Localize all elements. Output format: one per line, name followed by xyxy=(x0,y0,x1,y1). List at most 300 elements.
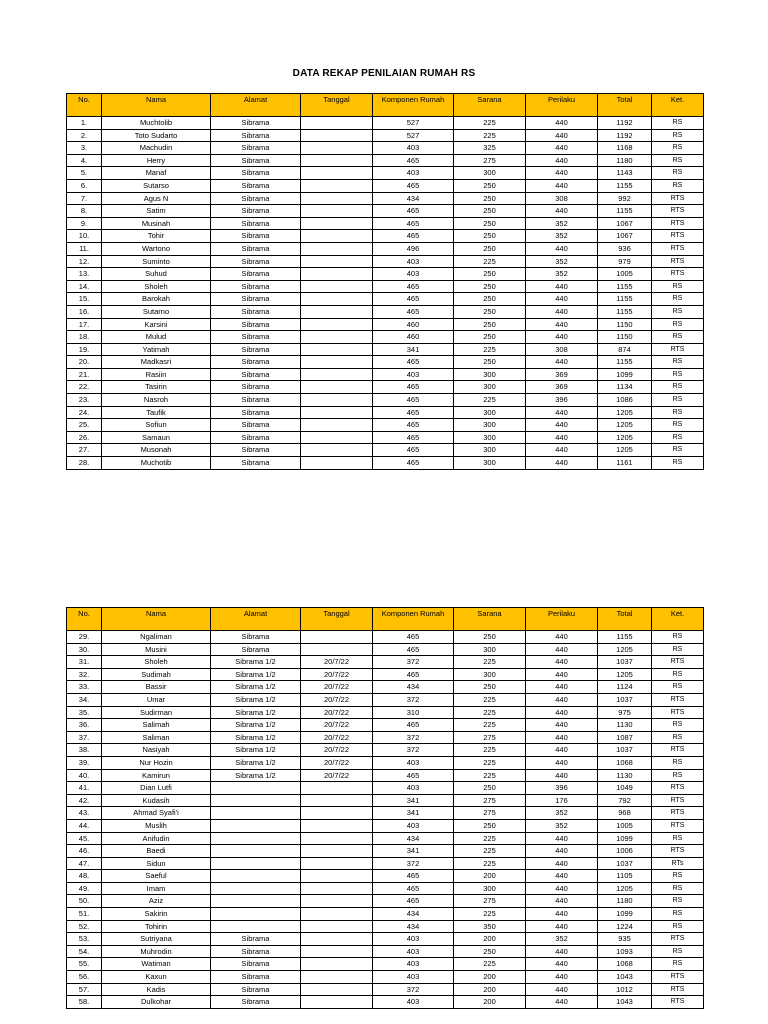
cell-komponen-rumah: 465 xyxy=(373,293,454,306)
cell-tanggal xyxy=(301,129,373,142)
cell-nama: Muchtolib xyxy=(102,117,211,130)
cell-alamat: Sibrama xyxy=(211,631,301,644)
cell-perilaku: 352 xyxy=(526,807,598,820)
cell-nama: Muchotib xyxy=(102,457,211,470)
cell-alamat: Sibrama xyxy=(211,996,301,1009)
cell-komponen-rumah: 465 xyxy=(373,631,454,644)
cell-total: 1180 xyxy=(598,895,652,908)
cell-alamat: Sibrama xyxy=(211,268,301,281)
cell-komponen-rumah: 403 xyxy=(373,142,454,155)
cell-perilaku: 440 xyxy=(526,179,598,192)
cell-perilaku: 352 xyxy=(526,230,598,243)
cell-komponen-rumah: 403 xyxy=(373,756,454,769)
cell-tanggal xyxy=(301,782,373,795)
cell-ket: RS xyxy=(652,832,704,845)
header-alamat: Alamat xyxy=(211,608,301,631)
cell-sarana: 275 xyxy=(454,807,526,820)
cell-komponen-rumah: 403 xyxy=(373,933,454,946)
cell-total: 1161 xyxy=(598,457,652,470)
cell-sarana: 275 xyxy=(454,794,526,807)
cell-no: 52. xyxy=(67,920,102,933)
cell-ket: RTS xyxy=(652,845,704,858)
header-nama: Nama xyxy=(102,608,211,631)
cell-total: 1205 xyxy=(598,431,652,444)
cell-tanggal: 20/7/22 xyxy=(301,744,373,757)
cell-nama: Aziz xyxy=(102,895,211,908)
table-body xyxy=(67,631,704,1009)
table-row xyxy=(67,996,704,1009)
cell-sarana: 275 xyxy=(454,895,526,908)
cell-komponen-rumah: 434 xyxy=(373,832,454,845)
cell-no: 21. xyxy=(67,368,102,381)
cell-nama: Machudin xyxy=(102,142,211,155)
cell-sarana: 250 xyxy=(454,280,526,293)
cell-ket: RTS xyxy=(652,230,704,243)
cell-no: 23. xyxy=(67,394,102,407)
cell-ket: RS xyxy=(652,431,704,444)
cell-perilaku: 440 xyxy=(526,958,598,971)
cell-ket: RS xyxy=(652,958,704,971)
cell-ket: RTS xyxy=(652,744,704,757)
table-row xyxy=(67,280,704,293)
cell-komponen-rumah: 341 xyxy=(373,794,454,807)
cell-komponen-rumah: 434 xyxy=(373,681,454,694)
cell-total: 1068 xyxy=(598,958,652,971)
table-row xyxy=(67,293,704,306)
cell-tanggal xyxy=(301,368,373,381)
cell-alamat: Sibrama xyxy=(211,643,301,656)
cell-sarana: 225 xyxy=(454,744,526,757)
cell-sarana: 250 xyxy=(454,293,526,306)
cell-tanggal xyxy=(301,807,373,820)
cell-tanggal xyxy=(301,920,373,933)
cell-ket: RTS xyxy=(652,819,704,832)
cell-tanggal xyxy=(301,832,373,845)
cell-komponen-rumah: 403 xyxy=(373,819,454,832)
cell-nama: Baedi xyxy=(102,845,211,858)
cell-perilaku: 440 xyxy=(526,356,598,369)
cell-tanggal xyxy=(301,117,373,130)
cell-no: 28. xyxy=(67,457,102,470)
cell-ket: RS xyxy=(652,406,704,419)
cell-sarana: 225 xyxy=(454,958,526,971)
table-header-row xyxy=(67,94,704,117)
cell-total: 1205 xyxy=(598,643,652,656)
cell-tanggal xyxy=(301,643,373,656)
cell-perilaku: 440 xyxy=(526,419,598,432)
cell-no: 9. xyxy=(67,217,102,230)
cell-tanggal xyxy=(301,356,373,369)
cell-alamat: Sibrama xyxy=(211,356,301,369)
cell-no: 26. xyxy=(67,431,102,444)
cell-tanggal xyxy=(301,242,373,255)
cell-total: 1067 xyxy=(598,217,652,230)
cell-no: 20. xyxy=(67,356,102,369)
cell-perilaku: 440 xyxy=(526,643,598,656)
cell-nama: Ngaliman xyxy=(102,631,211,644)
cell-ket: RTS xyxy=(652,971,704,984)
cell-perilaku: 440 xyxy=(526,331,598,344)
cell-no: 4. xyxy=(67,154,102,167)
cell-tanggal: 20/7/22 xyxy=(301,693,373,706)
cell-komponen-rumah: 310 xyxy=(373,706,454,719)
table-row xyxy=(67,343,704,356)
cell-total: 1192 xyxy=(598,129,652,142)
cell-perilaku: 440 xyxy=(526,882,598,895)
cell-ket: RTS xyxy=(652,217,704,230)
cell-komponen-rumah: 372 xyxy=(373,656,454,669)
cell-no: 44. xyxy=(67,819,102,832)
cell-ket: RS xyxy=(652,167,704,180)
cell-alamat: Sibrama xyxy=(211,192,301,205)
cell-no: 5. xyxy=(67,167,102,180)
table-row xyxy=(67,217,704,230)
cell-alamat: Sibrama xyxy=(211,933,301,946)
cell-total: 1099 xyxy=(598,832,652,845)
cell-no: 14. xyxy=(67,280,102,293)
cell-tanggal xyxy=(301,293,373,306)
cell-nama: Nasroh xyxy=(102,394,211,407)
cell-alamat: Sibrama xyxy=(211,419,301,432)
table-row xyxy=(67,255,704,268)
cell-komponen-rumah: 465 xyxy=(373,457,454,470)
cell-no: 18. xyxy=(67,331,102,344)
cell-ket: RS xyxy=(652,719,704,732)
cell-alamat: Sibrama xyxy=(211,217,301,230)
cell-total: 1087 xyxy=(598,731,652,744)
cell-alamat: Sibrama 1/2 xyxy=(211,756,301,769)
cell-alamat xyxy=(211,908,301,921)
table-row xyxy=(67,756,704,769)
table-row xyxy=(67,945,704,958)
cell-nama: Muhrodin xyxy=(102,945,211,958)
cell-total: 1006 xyxy=(598,845,652,858)
cell-total: 1205 xyxy=(598,668,652,681)
cell-alamat: Sibrama xyxy=(211,457,301,470)
cell-sarana: 300 xyxy=(454,882,526,895)
cell-ket: RS xyxy=(652,731,704,744)
cell-nama: Kaxun xyxy=(102,971,211,984)
cell-no: 19. xyxy=(67,343,102,356)
cell-ket: RTS xyxy=(652,656,704,669)
cell-total: 1037 xyxy=(598,693,652,706)
cell-total: 792 xyxy=(598,794,652,807)
cell-no: 58. xyxy=(67,996,102,1009)
cell-total: 975 xyxy=(598,706,652,719)
table-row xyxy=(67,782,704,795)
cell-ket: RS xyxy=(652,643,704,656)
cell-perilaku: 440 xyxy=(526,631,598,644)
cell-alamat: Sibrama xyxy=(211,255,301,268)
cell-ket: RTS xyxy=(652,343,704,356)
table-row xyxy=(67,142,704,155)
cell-no: 3. xyxy=(67,142,102,155)
cell-perilaku: 440 xyxy=(526,895,598,908)
cell-sarana: 200 xyxy=(454,870,526,883)
cell-ket: RS xyxy=(652,908,704,921)
cell-tanggal xyxy=(301,318,373,331)
cell-total: 1043 xyxy=(598,971,652,984)
cell-ket: RS xyxy=(652,457,704,470)
cell-no: 56. xyxy=(67,971,102,984)
cell-komponen-rumah: 465 xyxy=(373,394,454,407)
cell-komponen-rumah: 341 xyxy=(373,343,454,356)
cell-nama: Ahmad Syafi'i xyxy=(102,807,211,820)
cell-no: 33. xyxy=(67,681,102,694)
table-row xyxy=(67,681,704,694)
cell-alamat: Sibrama 1/2 xyxy=(211,706,301,719)
cell-total: 1037 xyxy=(598,857,652,870)
cell-tanggal xyxy=(301,343,373,356)
cell-sarana: 250 xyxy=(454,179,526,192)
table-row xyxy=(67,394,704,407)
table-row xyxy=(67,242,704,255)
cell-total: 1155 xyxy=(598,305,652,318)
cell-sarana: 250 xyxy=(454,331,526,344)
cell-komponen-rumah: 465 xyxy=(373,870,454,883)
cell-sarana: 225 xyxy=(454,129,526,142)
cell-tanggal xyxy=(301,205,373,218)
cell-nama: Satim xyxy=(102,205,211,218)
table-row xyxy=(67,419,704,432)
cell-sarana: 250 xyxy=(454,192,526,205)
cell-no: 25. xyxy=(67,419,102,432)
cell-no: 34. xyxy=(67,693,102,706)
cell-nama: Saeful xyxy=(102,870,211,883)
cell-perilaku: 440 xyxy=(526,731,598,744)
cell-sarana: 225 xyxy=(454,693,526,706)
cell-sarana: 275 xyxy=(454,154,526,167)
cell-no: 40. xyxy=(67,769,102,782)
cell-no: 43. xyxy=(67,807,102,820)
cell-perilaku: 396 xyxy=(526,394,598,407)
cell-perilaku: 440 xyxy=(526,167,598,180)
cell-total: 936 xyxy=(598,242,652,255)
cell-total: 1150 xyxy=(598,331,652,344)
cell-alamat: Sibrama xyxy=(211,179,301,192)
cell-total: 1205 xyxy=(598,406,652,419)
cell-alamat: Sibrama 1/2 xyxy=(211,668,301,681)
cell-sarana: 300 xyxy=(454,643,526,656)
cell-no: 48. xyxy=(67,870,102,883)
cell-nama: Wartono xyxy=(102,242,211,255)
cell-perilaku: 440 xyxy=(526,706,598,719)
cell-ket: RS xyxy=(652,142,704,155)
cell-komponen-rumah: 465 xyxy=(373,643,454,656)
cell-total: 1155 xyxy=(598,631,652,644)
cell-sarana: 300 xyxy=(454,444,526,457)
cell-komponen-rumah: 465 xyxy=(373,444,454,457)
cell-sarana: 200 xyxy=(454,996,526,1009)
cell-nama: Musinah xyxy=(102,217,211,230)
cell-sarana: 225 xyxy=(454,832,526,845)
cell-no: 1. xyxy=(67,117,102,130)
cell-nama: Muslih xyxy=(102,819,211,832)
cell-alamat xyxy=(211,895,301,908)
cell-tanggal xyxy=(301,179,373,192)
cell-nama: Nasiyah xyxy=(102,744,211,757)
cell-total: 1067 xyxy=(598,230,652,243)
table-row xyxy=(67,832,704,845)
cell-komponen-rumah: 465 xyxy=(373,431,454,444)
cell-komponen-rumah: 465 xyxy=(373,230,454,243)
cell-tanggal xyxy=(301,255,373,268)
cell-ket: RTS xyxy=(652,782,704,795)
header-sarana: Sarana xyxy=(454,608,526,631)
cell-tanggal xyxy=(301,419,373,432)
cell-total: 1105 xyxy=(598,870,652,883)
cell-total: 968 xyxy=(598,807,652,820)
cell-sarana: 225 xyxy=(454,656,526,669)
cell-sarana: 225 xyxy=(454,769,526,782)
cell-nama: Karsini xyxy=(102,318,211,331)
cell-alamat: Sibrama xyxy=(211,167,301,180)
cell-perilaku: 440 xyxy=(526,406,598,419)
table-row xyxy=(67,381,704,394)
cell-alamat xyxy=(211,882,301,895)
table-row xyxy=(67,656,704,669)
header-sarana: Sarana xyxy=(454,94,526,117)
cell-nama: Suminto xyxy=(102,255,211,268)
cell-alamat: Sibrama xyxy=(211,381,301,394)
cell-no: 6. xyxy=(67,179,102,192)
cell-ket: RS xyxy=(652,945,704,958)
cell-nama: Yatimah xyxy=(102,343,211,356)
cell-perilaku: 440 xyxy=(526,205,598,218)
table-row xyxy=(67,406,704,419)
table-row xyxy=(67,706,704,719)
cell-no: 42. xyxy=(67,794,102,807)
cell-total: 1049 xyxy=(598,782,652,795)
cell-tanggal: 20/7/22 xyxy=(301,731,373,744)
cell-komponen-rumah: 434 xyxy=(373,920,454,933)
cell-tanggal xyxy=(301,996,373,1009)
cell-total: 1143 xyxy=(598,167,652,180)
cell-komponen-rumah: 465 xyxy=(373,406,454,419)
cell-ket: RS xyxy=(652,668,704,681)
cell-tanggal xyxy=(301,444,373,457)
cell-sarana: 250 xyxy=(454,205,526,218)
cell-sarana: 225 xyxy=(454,845,526,858)
table-row xyxy=(67,870,704,883)
cell-perilaku: 440 xyxy=(526,744,598,757)
cell-ket: RS xyxy=(652,318,704,331)
cell-tanggal xyxy=(301,631,373,644)
table-row xyxy=(67,857,704,870)
rekap-table-1 xyxy=(66,93,704,470)
cell-nama: Anifudin xyxy=(102,832,211,845)
cell-total: 1037 xyxy=(598,744,652,757)
cell-ket: RTS xyxy=(652,794,704,807)
cell-komponen-rumah: 434 xyxy=(373,908,454,921)
header-komponen-rumah: Komponen Rumah xyxy=(373,94,454,117)
cell-alamat: Sibrama xyxy=(211,368,301,381)
cell-no: 12. xyxy=(67,255,102,268)
cell-perilaku: 440 xyxy=(526,769,598,782)
cell-perilaku: 440 xyxy=(526,996,598,1009)
cell-no: 11. xyxy=(67,242,102,255)
cell-nama: Umar xyxy=(102,693,211,706)
cell-perilaku: 176 xyxy=(526,794,598,807)
cell-no: 37. xyxy=(67,731,102,744)
cell-total: 1130 xyxy=(598,719,652,732)
cell-alamat: Sibrama xyxy=(211,242,301,255)
cell-perilaku: 308 xyxy=(526,343,598,356)
cell-perilaku: 440 xyxy=(526,832,598,845)
cell-no: 50. xyxy=(67,895,102,908)
cell-tanggal xyxy=(301,217,373,230)
cell-tanggal xyxy=(301,230,373,243)
table-row xyxy=(67,958,704,971)
cell-no: 22. xyxy=(67,381,102,394)
cell-komponen-rumah: 403 xyxy=(373,368,454,381)
cell-komponen-rumah: 465 xyxy=(373,217,454,230)
header-ket: Ket. xyxy=(652,94,704,117)
cell-no: 57. xyxy=(67,983,102,996)
cell-alamat: Sibrama xyxy=(211,343,301,356)
cell-perilaku: 440 xyxy=(526,656,598,669)
cell-perilaku: 440 xyxy=(526,681,598,694)
cell-tanggal xyxy=(301,154,373,167)
cell-alamat: Sibrama xyxy=(211,318,301,331)
page-title: DATA REKAP PENILAIAN RUMAH RS xyxy=(292,68,476,79)
table-row xyxy=(67,668,704,681)
cell-komponen-rumah: 403 xyxy=(373,255,454,268)
cell-nama: Sutarno xyxy=(102,305,211,318)
cell-tanggal xyxy=(301,958,373,971)
cell-alamat xyxy=(211,857,301,870)
cell-perilaku: 396 xyxy=(526,782,598,795)
cell-komponen-rumah: 372 xyxy=(373,744,454,757)
cell-alamat: Sibrama 1/2 xyxy=(211,769,301,782)
table-row xyxy=(67,117,704,130)
cell-komponen-rumah: 372 xyxy=(373,693,454,706)
cell-nama: Madkasri xyxy=(102,356,211,369)
cell-nama: Tohirin xyxy=(102,920,211,933)
cell-sarana: 225 xyxy=(454,908,526,921)
header-no: No. xyxy=(67,608,102,631)
cell-ket: RS xyxy=(652,356,704,369)
cell-no: 49. xyxy=(67,882,102,895)
cell-perilaku: 440 xyxy=(526,305,598,318)
table-row xyxy=(67,431,704,444)
cell-ket: RS xyxy=(652,419,704,432)
cell-komponen-rumah: 465 xyxy=(373,356,454,369)
cell-komponen-rumah: 403 xyxy=(373,268,454,281)
table-row xyxy=(67,794,704,807)
cell-total: 992 xyxy=(598,192,652,205)
cell-tanggal xyxy=(301,381,373,394)
cell-tanggal: 20/7/22 xyxy=(301,719,373,732)
cell-alamat: Sibrama xyxy=(211,971,301,984)
cell-tanggal xyxy=(301,431,373,444)
cell-tanggal xyxy=(301,794,373,807)
cell-no: 2. xyxy=(67,129,102,142)
cell-total: 1205 xyxy=(598,419,652,432)
cell-komponen-rumah: 465 xyxy=(373,895,454,908)
cell-total: 1068 xyxy=(598,756,652,769)
cell-alamat xyxy=(211,807,301,820)
cell-tanggal xyxy=(301,933,373,946)
cell-alamat: Sibrama xyxy=(211,394,301,407)
cell-alamat: Sibrama 1/2 xyxy=(211,656,301,669)
table-row xyxy=(67,983,704,996)
cell-sarana: 300 xyxy=(454,419,526,432)
cell-no: 8. xyxy=(67,205,102,218)
cell-komponen-rumah: 372 xyxy=(373,731,454,744)
cell-alamat xyxy=(211,782,301,795)
cell-nama: Rasiin xyxy=(102,368,211,381)
